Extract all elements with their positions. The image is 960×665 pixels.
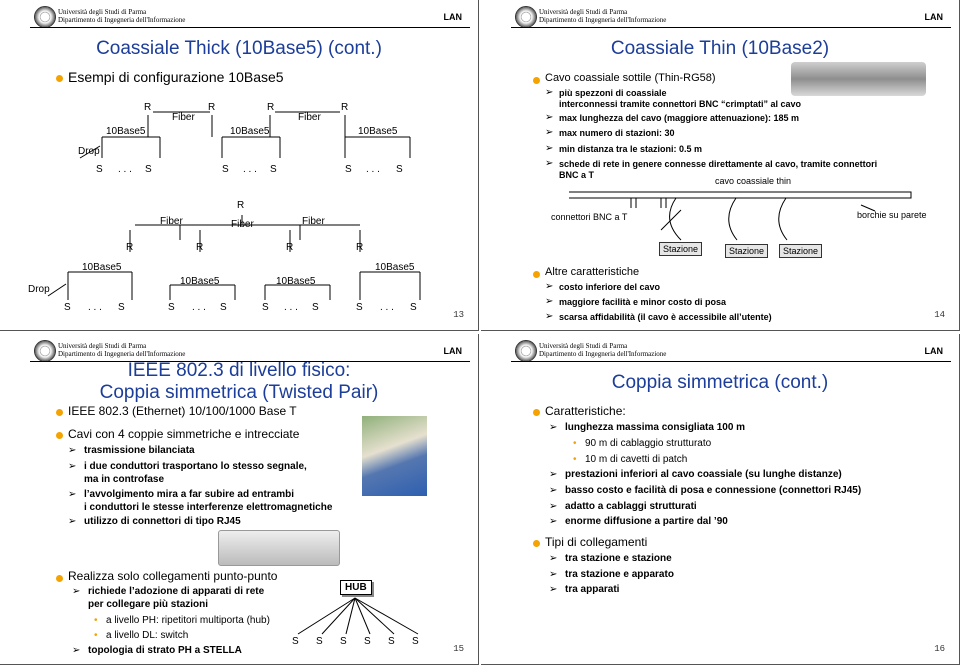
list-item: ma in controfase (84, 474, 165, 485)
list-item: utilizzo di connettori di tipo RJ45 (84, 516, 241, 527)
list-item: tra stazione e apparato (565, 569, 674, 580)
config-diagram-10base5 (0, 0, 478, 330)
list-item: prestazioni inferiori al cavo coassiale (su lunghe distanze) (565, 469, 842, 480)
station-label: S (118, 302, 125, 313)
list-item: schede di rete in genere connesse direttamente al cavo, tramite connettori (559, 159, 878, 169)
arrow-icon: ➢ (549, 553, 558, 564)
ellipsis: . . . (366, 164, 380, 175)
station-label: S (220, 302, 227, 313)
slide-15 (0, 334, 479, 665)
arrow-icon: ➢ (68, 461, 77, 472)
fiber-label: Fiber (160, 216, 183, 227)
segment-label: 10Base5 (358, 126, 398, 137)
arrow-icon: ➢ (549, 516, 558, 527)
list-item: scarsa affidabilità (il cavo è accessibile all’utente) (559, 312, 772, 322)
coax-label: cavo coassiale thin (715, 176, 792, 186)
page-number: 16 (934, 644, 945, 654)
list-item: BNC a T (559, 170, 595, 180)
list-item: max lunghezza del cavo (maggiore attenuazione): 185 m (559, 113, 800, 123)
bullet-icon (533, 409, 540, 416)
arrow-icon: ➢ (545, 281, 554, 292)
list-item: l’avvolgimento mira a far subire ad entrambi (84, 489, 295, 500)
header-divider (511, 361, 951, 362)
slide-14 (481, 0, 960, 331)
university-name: Università degli Studi di Parma (539, 342, 628, 350)
list-item: interconnessi tramite connettori BNC “crimptati” al cavo (559, 99, 802, 109)
arrow-icon: ➢ (549, 469, 558, 480)
sub-bullet-icon: • (573, 438, 577, 449)
list-item: basso costo e facilità di posa e connessione (connettori RJ45) (565, 485, 862, 496)
repeater-label: R (267, 102, 275, 113)
page-number: 14 (934, 310, 945, 320)
department-name: Dipartimento di Ingegneria dell'Informazione (539, 16, 667, 24)
arrow-icon: ➢ (68, 489, 77, 500)
department-name: Dipartimento di Ingegneria dell'Informazione (58, 16, 186, 24)
station-label: S (412, 636, 419, 647)
hub-box: HUB (340, 580, 372, 595)
bullet-text: Caratteristiche: (545, 404, 626, 418)
repeater-label: R (208, 102, 216, 113)
station-label: S (312, 302, 319, 313)
bullet-icon (533, 271, 540, 278)
list-item: min distanza tra le stazioni: 0.5 m (559, 144, 703, 154)
ellipsis: . . . (88, 302, 102, 313)
repeater-label: R (286, 242, 294, 253)
lan-label: LAN (924, 346, 943, 356)
arrow-icon: ➢ (545, 87, 554, 98)
station-label: S (340, 636, 347, 647)
list-item: tra stazione e stazione (565, 553, 672, 564)
station-box: Stazione (659, 242, 702, 256)
lan-label: LAN (443, 346, 462, 356)
arrow-icon: ➢ (68, 445, 77, 456)
station-label: S (145, 164, 152, 175)
segment-label: 10Base5 (180, 276, 220, 287)
arrow-icon: ➢ (549, 485, 558, 496)
station-label: S (316, 636, 323, 647)
repeater-label: R (196, 242, 204, 253)
arrow-icon: ➢ (549, 422, 558, 433)
star-topology-diagram (0, 334, 478, 664)
arrow-icon: ➢ (545, 143, 554, 154)
station-label: S (356, 302, 363, 313)
university-seal-icon (515, 340, 537, 362)
list-item: i conduttori le stesse interferenze elettromagnetiche (84, 502, 333, 513)
slide-title: IEEE 802.3 di livello fisico: (127, 360, 351, 381)
repeater-label: R (144, 102, 152, 113)
station-label: S (396, 164, 403, 175)
page-number: 13 (453, 310, 464, 320)
station-label: S (364, 636, 371, 647)
station-label: S (388, 636, 395, 647)
ellipsis: . . . (380, 302, 394, 313)
bullet-text: Altre caratteristiche (545, 266, 640, 278)
bullet-text: Tipi di collegamenti (545, 535, 648, 549)
list-item: tra apparati (565, 584, 620, 595)
list-item: più spezzoni di coassiale (559, 88, 667, 98)
sub-item: 90 m di cablaggio strutturato (585, 438, 712, 449)
station-box: Stazione (779, 244, 822, 258)
list-item: richiede l’adozione di apparati di rete (88, 586, 265, 597)
fiber-label: Fiber (231, 219, 254, 230)
bullet-text: Cavi con 4 coppie simmetriche e intrecciate (68, 427, 300, 441)
sub-item: 10 m di cavetti di patch (585, 454, 688, 465)
bullet-text: Esempi di configurazione 10Base5 (68, 69, 284, 85)
station-label: S (292, 636, 299, 647)
repeater-label: R (356, 242, 364, 253)
list-item: costo inferiore del cavo (559, 282, 661, 292)
sub-bullet-icon: • (94, 615, 98, 626)
slide-subtitle: Coppia simmetrica (Twisted Pair) (99, 382, 379, 403)
bullet-text: IEEE 802.3 (Ethernet) 10/100/1000 Base T (68, 404, 297, 418)
sub-bullet-icon: • (573, 454, 577, 465)
repeater-label: R (126, 242, 134, 253)
list-item: per collegare più stazioni (88, 599, 209, 610)
department-name: Dipartimento di Ingegneria dell'Informazione (539, 350, 667, 358)
ellipsis: . . . (118, 164, 132, 175)
segment-label: 10Base5 (106, 126, 146, 137)
arrow-icon: ➢ (549, 584, 558, 595)
bullet-text: Realizza solo collegamenti punto-punto (68, 569, 278, 583)
segment-label: 10Base5 (276, 276, 316, 287)
list-item: lunghezza massima consigliata 100 m (565, 422, 746, 433)
station-label: S (222, 164, 229, 175)
arrow-icon: ➢ (549, 501, 558, 512)
repeater-label: R (341, 102, 349, 113)
slide-header (481, 334, 959, 366)
bullet-text: Cavo coassiale sottile (Thin-RG58) (545, 72, 716, 84)
fiber-label: Fiber (172, 112, 195, 123)
drop-label: Drop (78, 146, 100, 157)
university-name: Università degli Studi di Parma (58, 342, 147, 350)
arrow-icon: ➢ (545, 296, 554, 307)
slide-title: Coassiale Thick (10Base5) (cont.) (96, 38, 382, 59)
list-item: enorme diffusione a partire dal ’90 (565, 516, 728, 527)
arrow-icon: ➢ (545, 112, 554, 123)
university-name: Università degli Studi di Parma (539, 8, 628, 16)
list-item: topologia di strato PH a STELLA (88, 645, 242, 656)
station-label: S (168, 302, 175, 313)
arrow-icon: ➢ (68, 516, 77, 527)
list-item: maggiore facilità e minor costo di posa (559, 297, 727, 307)
station-label: S (410, 302, 417, 313)
station-label: S (345, 164, 352, 175)
arrow-icon: ➢ (549, 569, 558, 580)
arrow-icon: ➢ (72, 645, 81, 656)
lan-label: LAN (924, 12, 943, 22)
list-item: adatto a cablaggi strutturati (565, 501, 697, 512)
station-box: Stazione (725, 244, 768, 258)
ellipsis: . . . (192, 302, 206, 313)
fiber-label: Fiber (302, 216, 325, 227)
station-label: S (64, 302, 71, 313)
wall-outlet-label: borchie su parete (857, 210, 927, 220)
ellipsis: . . . (284, 302, 298, 313)
arrow-icon: ➢ (545, 311, 554, 322)
slide-16 (481, 334, 960, 665)
sub-item: a livello PH: ripetitori multiporta (hub) (106, 615, 270, 626)
drop-label: Drop (28, 284, 50, 295)
bullet-icon (533, 540, 540, 547)
slide-title: Coassiale Thin (10Base2) (610, 38, 830, 59)
station-label: S (96, 164, 103, 175)
arrow-icon: ➢ (72, 586, 81, 597)
lan-label: LAN (443, 12, 462, 22)
list-item: trasmissione bilanciata (84, 445, 195, 456)
station-label: S (262, 302, 269, 313)
ellipsis: . . . (243, 164, 257, 175)
segment-label: 10Base5 (230, 126, 270, 137)
sub-bullet-icon: • (94, 630, 98, 641)
sub-item: a livello DL: switch (106, 630, 189, 641)
fiber-label: Fiber (298, 112, 321, 123)
arrow-icon: ➢ (545, 158, 554, 169)
repeater-label: R (237, 200, 245, 211)
segment-label: 10Base5 (375, 262, 415, 273)
segment-label: 10Base5 (82, 262, 122, 273)
station-label: S (270, 164, 277, 175)
department-name: Dipartimento di Ingegneria dell'Informazione (58, 350, 186, 358)
slide-13 (0, 0, 479, 331)
slide-title: Coppia simmetrica (cont.) (611, 372, 829, 393)
page-number: 15 (453, 644, 464, 654)
university-name: Università degli Studi di Parma (58, 8, 147, 16)
list-item: i due conduttori trasportano lo stesso segnale, (84, 461, 307, 472)
arrow-icon: ➢ (545, 127, 554, 138)
bnc-label: connettori BNC a T (551, 212, 628, 222)
list-item: max numero di stazioni: 30 (559, 128, 675, 138)
